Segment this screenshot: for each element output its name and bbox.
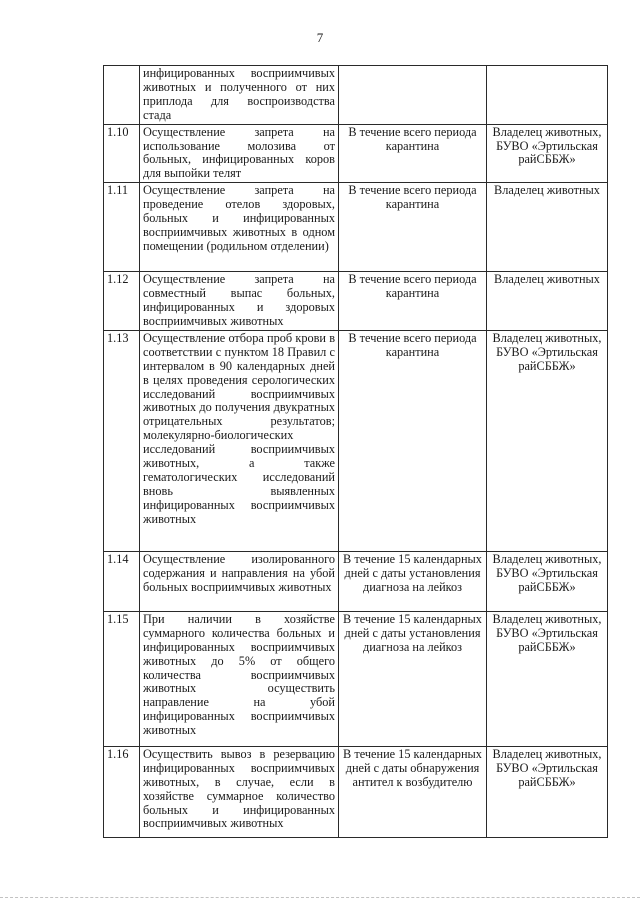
table-row (104, 746, 608, 837)
responsible-cell: Владелец животных, БУВО «Эртильская райСББЖ» (487, 746, 608, 837)
responsible-cell: Владелец животных (487, 183, 608, 272)
action-cell: Осуществление запрета на совместный выпас больных, инфицированных и здоровых восприимчивых животных (140, 272, 339, 331)
scan-edge-line (0, 897, 640, 899)
page-number: 7 (316, 30, 324, 45)
term-cell: В течение 15 календарных дней с даты обнаружения антител к возбудителю (339, 746, 487, 837)
row-number: 1.16 (104, 746, 140, 837)
table-row (104, 551, 608, 611)
table-row (104, 330, 608, 551)
action-cell: При наличии в хозяйстве суммарного количества больных и инфицированных восприимчивых животных до 5% от общего количества восприимчивых животных осуществить направление на убой инфицированных восприимчивых животных (140, 611, 339, 746)
action-cell: Осуществить вывоз в резервацию инфицированных восприимчивых животных, в случае, если в хозяйстве суммарное количество больных и инфицированных восприимчивых животных (140, 746, 339, 837)
responsible-cell: Владелец животных, БУВО «Эртильская райСББЖ» (487, 124, 608, 183)
action-cell: Осуществление запрета на использование молозива от больных, инфицированных коров для выпойки телят (140, 124, 339, 183)
measures-table (103, 65, 608, 838)
term-cell (339, 66, 487, 125)
row-number: 1.13 (104, 330, 140, 551)
row-number: 1.15 (104, 611, 140, 746)
action-cell: инфицированных восприимчивых животных и полученного от них приплода для воспроизводства стада (140, 66, 339, 125)
term-cell: В течение всего периода карантина (339, 272, 487, 331)
row-number (104, 66, 140, 125)
action-cell: Осуществление запрета на проведение отелов здоровых, больных и инфицированных восприимчивых животных в одном помещении (родильном отделении) (140, 183, 339, 272)
responsible-cell: Владелец животных (487, 272, 608, 331)
table-row (104, 611, 608, 746)
term-cell: В течение 15 календарных дней с даты установления диагноза на лейкоз (339, 611, 487, 746)
responsible-cell (487, 66, 608, 125)
table-row (104, 272, 608, 331)
table-row (104, 124, 608, 183)
action-cell: Осуществление отбора проб крови в соответствии с пунктом 18 Правил с интервалом в 90 календарных дней в целях проведения серологических исследований восприимчивых животных до получения двукратных отрицательных результатов; молекулярно-биологических исследований восприимчивых животных, а также гематологических исследований вновь выявленных инфицированных восприимчивых животных (140, 330, 339, 551)
responsible-cell: Владелец животных, БУВО «Эртильская райСББЖ» (487, 551, 608, 611)
term-cell: В течение всего периода карантина (339, 124, 487, 183)
row-number: 1.10 (104, 124, 140, 183)
term-cell: В течение 15 календарных дней с даты установления диагноза на лейкоз (339, 551, 487, 611)
row-number: 1.11 (104, 183, 140, 272)
row-number: 1.14 (104, 551, 140, 611)
row-number: 1.12 (104, 272, 140, 331)
responsible-cell: Владелец животных, БУВО «Эртильская райСББЖ» (487, 330, 608, 551)
term-cell: В течение всего периода карантина (339, 183, 487, 272)
table-row (104, 66, 608, 125)
responsible-cell: Владелец животных, БУВО «Эртильская райСББЖ» (487, 611, 608, 746)
action-cell: Осуществление изолированного содержания и направления на убой больных восприимчивых животных (140, 551, 339, 611)
term-cell: В течение всего периода карантина (339, 330, 487, 551)
table-row (104, 183, 608, 272)
